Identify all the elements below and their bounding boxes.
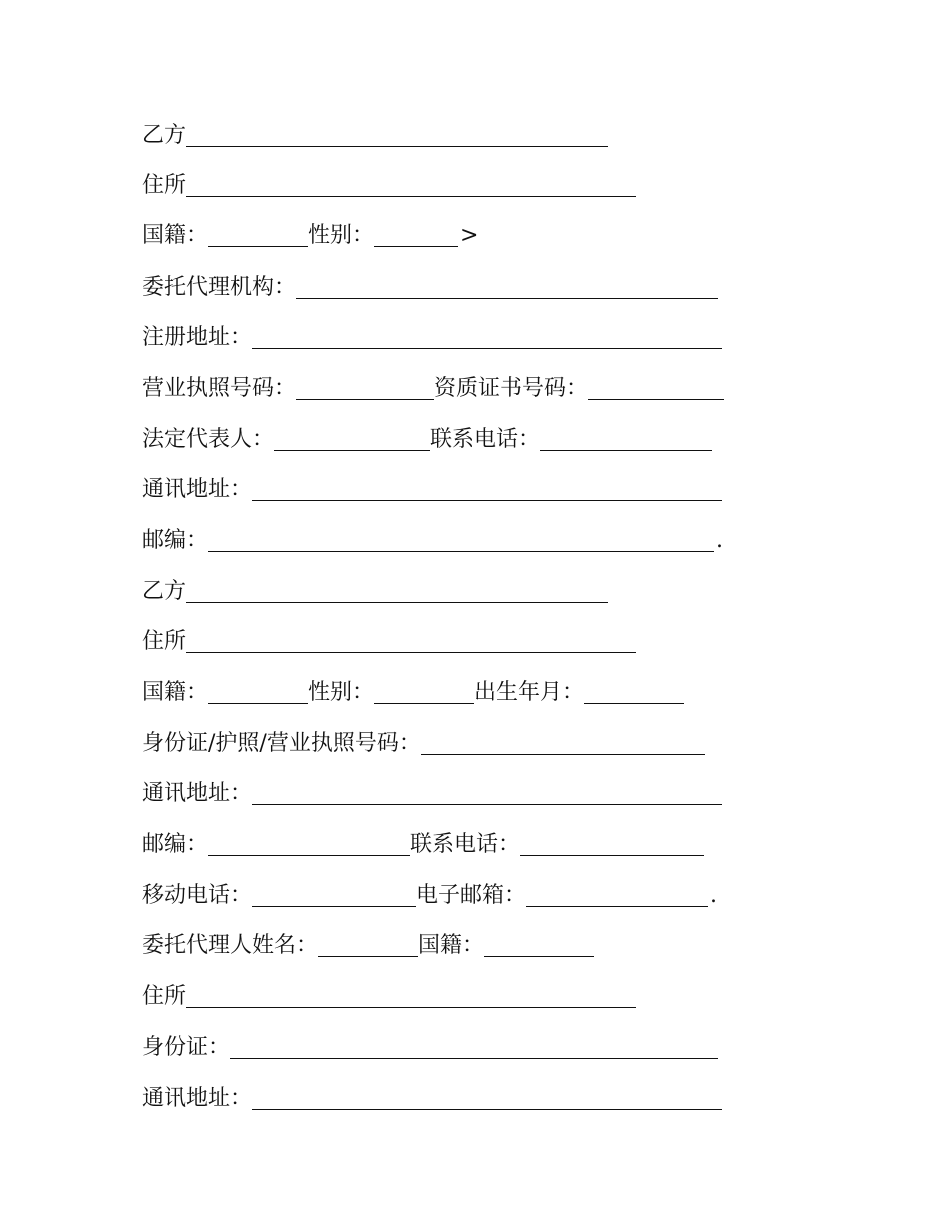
- license-qualification-line: [142, 363, 724, 403]
- email-trailing-mark: .: [710, 883, 718, 908]
- mailing-address-label: 通讯地址：: [142, 477, 253, 502]
- mailing-address-line-3: [142, 1073, 722, 1113]
- mailing-address-blank-3: [252, 1087, 722, 1110]
- mobile-phone-label: 移动电话：: [142, 883, 253, 908]
- contact-phone-label: 联系电话：: [430, 427, 541, 452]
- gender-label: 性别：: [308, 223, 375, 248]
- residence-blank-2: [186, 630, 636, 653]
- agent-nationality-label: 国籍：: [418, 933, 485, 958]
- party-b-blank: [186, 124, 608, 147]
- nationality-blank-2: [208, 681, 308, 704]
- gender-blank-2: [374, 681, 474, 704]
- party-b-label-2: 乙方: [142, 579, 187, 604]
- agent-name-label: 委托代理人姓名：: [142, 933, 319, 958]
- residence-blank-3: [186, 985, 636, 1008]
- postcode-label: 邮编：: [142, 528, 209, 553]
- postcode-label-2: 邮编：: [142, 832, 209, 857]
- legal-representative-label: 法定代表人：: [142, 427, 275, 452]
- mobile-phone-blank: [252, 884, 416, 907]
- agency-blank: [296, 276, 718, 299]
- party-b-label: 乙方: [142, 123, 187, 148]
- residence-line: [142, 160, 636, 200]
- registered-address-line: [142, 312, 722, 352]
- party-b-line: [142, 110, 608, 150]
- contact-phone-blank: [540, 428, 712, 451]
- qualification-number-label: 资质证书号码：: [434, 376, 589, 401]
- mailing-address-blank: [252, 478, 722, 501]
- postcode-phone-line: [142, 819, 704, 859]
- id-card-line: [142, 1022, 718, 1062]
- birth-date-label: 出生年月：: [474, 680, 585, 705]
- agency-line: [142, 262, 718, 302]
- id-passport-license-label: 身份证/护照/营业执照号码：: [142, 731, 421, 756]
- nationality-gender-birth-line: [142, 667, 684, 707]
- party-b-line-2: [142, 566, 608, 606]
- nationality-blank: [208, 224, 308, 247]
- mailing-address-label-3: 通讯地址：: [142, 1086, 253, 1111]
- agent-nationality-blank: [484, 934, 594, 957]
- residence-line-3: [142, 971, 636, 1011]
- residence-label: 住所: [142, 173, 187, 198]
- residence-line-2: [142, 616, 636, 656]
- id-card-label: 身份证：: [142, 1035, 231, 1060]
- id-passport-license-line: [142, 718, 705, 758]
- id-passport-license-blank: [421, 732, 705, 755]
- registered-address-label: 注册地址：: [142, 325, 253, 350]
- birth-date-blank: [584, 681, 684, 704]
- agent-name-blank: [318, 934, 418, 957]
- gender-label-2: 性别：: [308, 680, 375, 705]
- nationality-gender-line: [142, 210, 478, 250]
- contact-phone-blank-2: [520, 833, 704, 856]
- agent-name-nationality-line: [142, 920, 594, 960]
- residence-blank: [186, 174, 636, 197]
- postcode-trailing-mark: .: [716, 528, 724, 553]
- agency-label: 委托代理机构：: [142, 275, 297, 300]
- license-number-label: 营业执照号码：: [142, 376, 297, 401]
- residence-label-3: 住所: [142, 984, 187, 1009]
- email-blank: [526, 884, 708, 907]
- postcode-blank-2: [208, 833, 410, 856]
- id-card-blank: [230, 1036, 718, 1059]
- residence-label-2: 住所: [142, 629, 187, 654]
- legal-representative-blank: [274, 428, 430, 451]
- legal-rep-phone-line: [142, 414, 712, 454]
- gender-trailing-mark: >: [460, 223, 479, 248]
- mailing-address-line: [142, 464, 722, 504]
- mailing-address-blank-2: [252, 782, 722, 805]
- mailing-address-label-2: 通讯地址：: [142, 781, 253, 806]
- email-label: 电子邮箱：: [416, 883, 527, 908]
- license-number-blank: [296, 377, 434, 400]
- postcode-blank: [208, 529, 714, 552]
- mailing-address-line-2: [142, 768, 722, 808]
- mobile-email-line: [142, 870, 717, 910]
- gender-blank: [374, 224, 458, 247]
- nationality-label-2: 国籍：: [142, 680, 209, 705]
- contact-phone-label-2: 联系电话：: [410, 832, 521, 857]
- nationality-label: 国籍：: [142, 223, 209, 248]
- registered-address-blank: [252, 326, 722, 349]
- postcode-line: [142, 515, 723, 555]
- qualification-number-blank: [588, 377, 724, 400]
- party-b-blank-2: [186, 580, 608, 603]
